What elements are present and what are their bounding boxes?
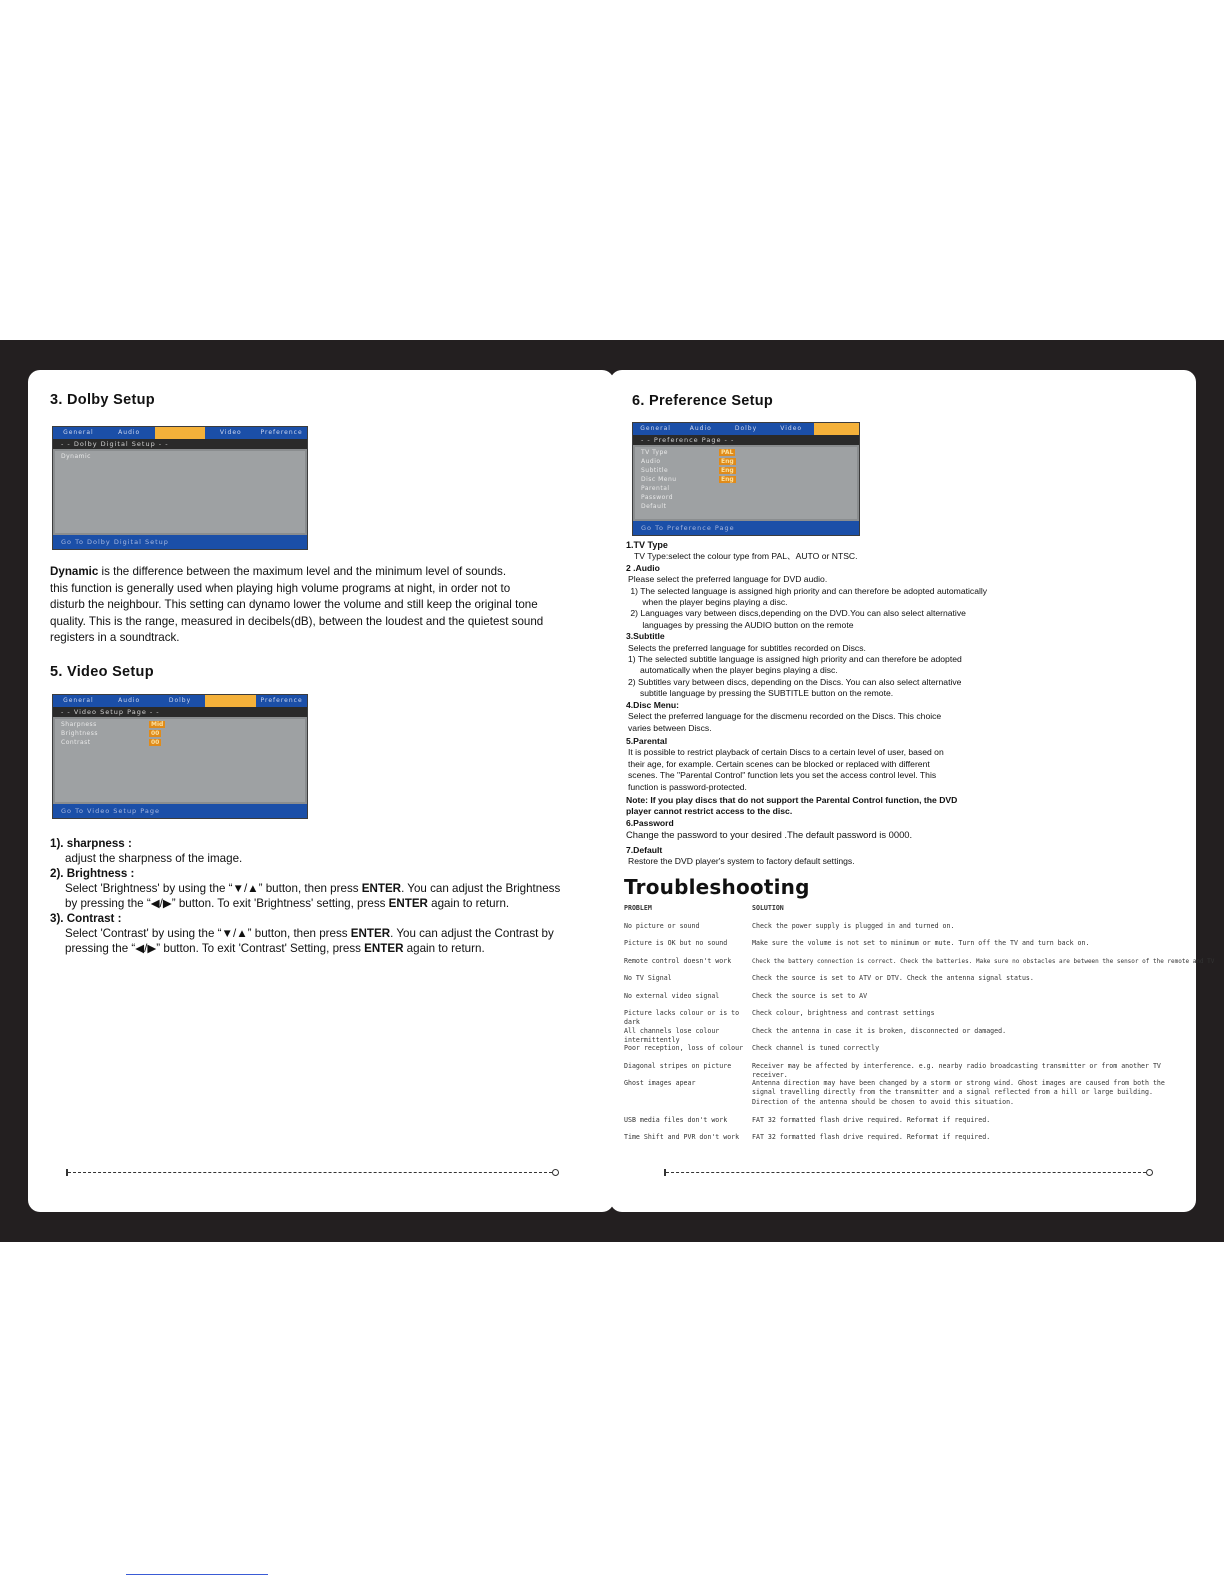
subtitle-title: 3.Subtitle [626, 631, 665, 642]
preference-setup-heading: 6. Preference Setup [632, 393, 774, 409]
contrast-line-2 [50, 941, 610, 956]
menu-item-parental: Parental [641, 485, 670, 492]
audio-line: languages by pressing the AUDIO button on the remote [628, 619, 854, 630]
solution-cell: Receiver may be affected by interference. e.g. nearby radio broadcasting transmitter or from another TV receiver. [752, 1062, 1161, 1080]
video-settings-list [50, 836, 610, 956]
password-text: Change the password to your desired .The default password is 0000. [626, 829, 913, 841]
subtitle-line: 1) The selected subtitle language is assigned high priority and can therefore be adopted [628, 654, 962, 665]
solution-cell: Make sure the volume is not set to minimum or mute. Turn off the TV and turn back on. [752, 939, 1090, 947]
menu-item-audio: Audio [641, 458, 661, 465]
menu-tabs [633, 423, 859, 435]
solution-cell: Check the source is set to AV [752, 992, 868, 1000]
solution-cell: FAT 32 formatted flash drive required. Reformat if required. [752, 1133, 991, 1141]
problem-cell: Ghost images apear [624, 1079, 696, 1087]
problem-cell: No picture or sound [624, 922, 700, 930]
video-menu-screenshot [52, 694, 308, 819]
menu-tab: General [63, 429, 94, 436]
solution-column-header: SOLUTION [752, 904, 784, 912]
problem-cell: USB media files don't work [624, 1116, 728, 1124]
enter-key-label: ENTER [388, 897, 428, 910]
menu-item-dynamic: Dynamic [61, 453, 91, 460]
menu-page-title: - - Dolby Digital Setup - - [53, 439, 307, 449]
brightness-label: 2). Brightness : [50, 867, 135, 880]
menu-tab: Video [219, 429, 242, 436]
audio-line: 1) The selected language is assigned high priority and can therefore be adopted automatically [628, 585, 988, 596]
text-run: again to return. [427, 897, 510, 910]
troubleshooting-title: Troubleshooting [624, 875, 810, 899]
menu-page-title: - - Preference Page - - [633, 435, 859, 445]
problem-cell: No external video signal [624, 992, 720, 1000]
default-title: 7.Default [626, 844, 663, 855]
problem-cell: Poor reception, loss of colour [624, 1044, 744, 1052]
preference-descriptions [626, 540, 1186, 867]
paragraph-line: disturb the neighbour. This setting can dynamo lower the volume and still keep the original tone [50, 598, 538, 612]
subtitle-line: Selects the preferred language for subtitles recorded on Discs. [628, 642, 866, 653]
audio-line: when the player begins playing a disc. [628, 597, 788, 608]
menu-tab-active: Preference [814, 423, 859, 435]
text-run: by pressing the “◀/▶” button. To exit 'Brightness' setting, press [65, 897, 389, 910]
footer-dashed-line [666, 1172, 1146, 1173]
contrast-label: 3). Contrast : [50, 912, 122, 925]
menu-value: Eng [721, 476, 734, 483]
menu-tab: General [63, 697, 94, 704]
footer-line-end [1146, 1169, 1153, 1176]
paragraph-line: quality. This is the range, measured in decibels(dB), between the loudest and the quietest sound [50, 614, 544, 628]
sharpness-label: 1). sharpness : [50, 837, 132, 850]
problem-cell: All channels lose colour intermittently [624, 1027, 720, 1045]
menu-item-sharpness: Sharpness [61, 721, 97, 728]
text-run: pressing the “◀/▶” button. To exit 'Contrast' Setting, press [65, 942, 365, 955]
menu-tab: Preference [260, 429, 303, 436]
footer-dashed-line [68, 1172, 552, 1173]
menu-item-password: Password [641, 494, 674, 501]
parental-line: function is password-protected. [628, 781, 747, 792]
enter-key-label: ENTER [361, 882, 402, 895]
tv-type-title: 1.TV Type [626, 540, 668, 550]
footer-line-end [552, 1169, 559, 1176]
dynamic-text: is the difference between the maximum level and the minimum level of sounds. [98, 565, 507, 578]
enter-key-label: ENTER [350, 927, 391, 940]
problem-cell: Diagonal stripes on picture [624, 1062, 732, 1070]
dynamic-description [50, 564, 610, 647]
menu-value: PAL [721, 449, 734, 456]
text-run: Select 'Brightness' by using the “▼/▲” button, then press [65, 882, 362, 895]
paragraph-line: this function is generally used when playing high volume programs at night, in order not to [50, 581, 511, 595]
menu-tabs [53, 695, 307, 707]
disc-menu-line: Select the preferred language for the discmenu recorded on the Discs. This choice [628, 711, 942, 722]
menu-item-contrast: Contrast [61, 739, 91, 746]
parental-line: scenes. The "Parental Control" function lets you set the access control level. This [628, 770, 937, 781]
dolby-menu-screenshot [52, 426, 308, 550]
menu-item-brightness: Brightness [61, 730, 98, 737]
menu-value: Eng [721, 458, 734, 465]
text-run: again to return. [403, 942, 485, 955]
menu-value: Eng [721, 467, 734, 474]
menu-pane [55, 451, 305, 533]
default-text: Restore the DVD player's system to factory default settings. [628, 855, 855, 866]
subtitle-line: subtitle language by pressing the SUBTITLE button on the remote. [628, 688, 894, 699]
tv-type-text: TV Type:select the colour type from PAL、AUTO or NTSC. [634, 551, 858, 562]
audio-title: 2 .Audio [626, 562, 660, 573]
text-run: . You can adjust the Contrast by [390, 927, 554, 940]
menu-item-subtitle: Subtitle [641, 467, 669, 474]
menu-pane [55, 719, 305, 802]
contrast-line-1 [50, 926, 610, 941]
problem-cell: Picture is OK but no sound [624, 939, 728, 947]
solution-cell: Check the power supply is plugged in and turned on. [752, 922, 955, 930]
dolby-setup-heading: 3. Dolby Setup [50, 392, 155, 408]
brightness-line-2 [50, 896, 610, 911]
menu-tab: Preference [260, 697, 303, 704]
problem-cell: Remote control doesn't work [624, 957, 732, 965]
solution-cell: Check the antenna in case it is broken, disconnected or damaged. [752, 1027, 1007, 1035]
menu-footer: Go To Dolby Digital Setup [53, 535, 307, 549]
text-run: Select 'Contrast' by using the “▼/▲” button, then press [65, 927, 351, 940]
menu-tab: Audio [689, 425, 712, 432]
parental-title: 5.Parental [626, 735, 668, 746]
dynamic-first-line [50, 564, 610, 581]
note-line: Note: If you play discs that do not support the Parental Control function, the DVD [626, 794, 958, 805]
menu-tab: General [640, 425, 671, 432]
menu-tab: Dolby [168, 697, 192, 704]
dynamic-term: Dynamic [50, 565, 99, 578]
solution-cell: Check the source is set to ATV or DTV. Check the antenna signal status. [752, 974, 1034, 982]
text-run: . You can adjust the Brightness [401, 882, 561, 895]
menu-tab: Dolby [734, 425, 758, 432]
menu-pane [635, 447, 857, 519]
menu-tab: Video [780, 425, 803, 432]
menu-item-disc-menu: Disc Menu [641, 476, 677, 483]
problem-cell: No TV Signal [624, 974, 672, 982]
right-page [610, 370, 1215, 1212]
audio-line: Please select the preferred language for DVD audio. [628, 574, 828, 585]
preference-menu-screenshot [632, 422, 860, 536]
solution-cell: FAT 32 formatted flash drive required. Reformat if required. [752, 1116, 991, 1124]
blue-underline-mark [126, 1574, 268, 1575]
problem-cell: Time Shift and PVR don't work [624, 1133, 740, 1141]
menu-tabs [53, 427, 307, 439]
disc-menu-title: 4.Disc Menu: [626, 699, 680, 710]
problem-cell: Picture lacks colour or is to dark [624, 1009, 740, 1027]
parental-line: It is possible to restrict playback of certain Discs to a certain level of user, based on [628, 747, 944, 758]
menu-value: 00 [151, 730, 160, 737]
password-title: 6.Password [626, 817, 674, 828]
menu-tab-active: Dolby [155, 427, 206, 439]
menu-tab: Audio [118, 429, 141, 436]
solution-cell: Check channel is tuned correctly [752, 1044, 880, 1052]
problem-column-header: PROBLEM [624, 904, 652, 912]
menu-footer: Go To Video Setup Page [53, 804, 307, 818]
menu-item-tv-type: TV Type [641, 449, 668, 456]
left-page [28, 370, 614, 1212]
solution-cell: Check colour, brightness and contrast settings [752, 1009, 935, 1017]
paragraph-line: registers in a soundtrack. [50, 631, 180, 645]
menu-item-default: Default [641, 503, 667, 510]
solution-cell: Check the battery connection is correct. Check the batteries. Make sure no obstacles are between the sensor of the remote and TV [752, 958, 1215, 965]
enter-key-label: ENTER [364, 942, 404, 955]
note-line: player cannot restrict access to the disc. [626, 806, 793, 817]
menu-tab: Audio [118, 697, 141, 704]
subtitle-line: automatically when the player begins playing a disc. [628, 665, 838, 676]
brightness-line-1 [50, 881, 610, 896]
parental-line: their age, for example. Certain scenes can be blocked or replaced with different [628, 758, 930, 769]
menu-value: Mid [151, 721, 164, 728]
sharpness-desc: adjust the sharpness of the image. [65, 852, 243, 865]
disc-menu-line: varies between Discs. [628, 722, 712, 733]
menu-tab-active: Video [205, 695, 256, 707]
solution-cell: Antenna direction may have been changed by a storm or strong wind. Ghost images are caused from both the signal travelling directly from the transmitter and a signal reflected from a hill or large building. Direction of the antenna should be chosen to avoid this situation. [752, 1079, 1165, 1106]
menu-page-title: - - Video Setup Page - - [53, 707, 307, 717]
menu-value: 00 [151, 739, 160, 746]
menu-footer: Go To Preference Page [633, 521, 859, 535]
subtitle-line: 2) Subtitles vary between discs, depending on the Discs. You can also select alternative [628, 676, 962, 687]
video-setup-heading: 5. Video Setup [50, 664, 154, 680]
audio-line: 2) Languages vary between discs,depending on the DVD.You can also select alternative [628, 608, 966, 619]
